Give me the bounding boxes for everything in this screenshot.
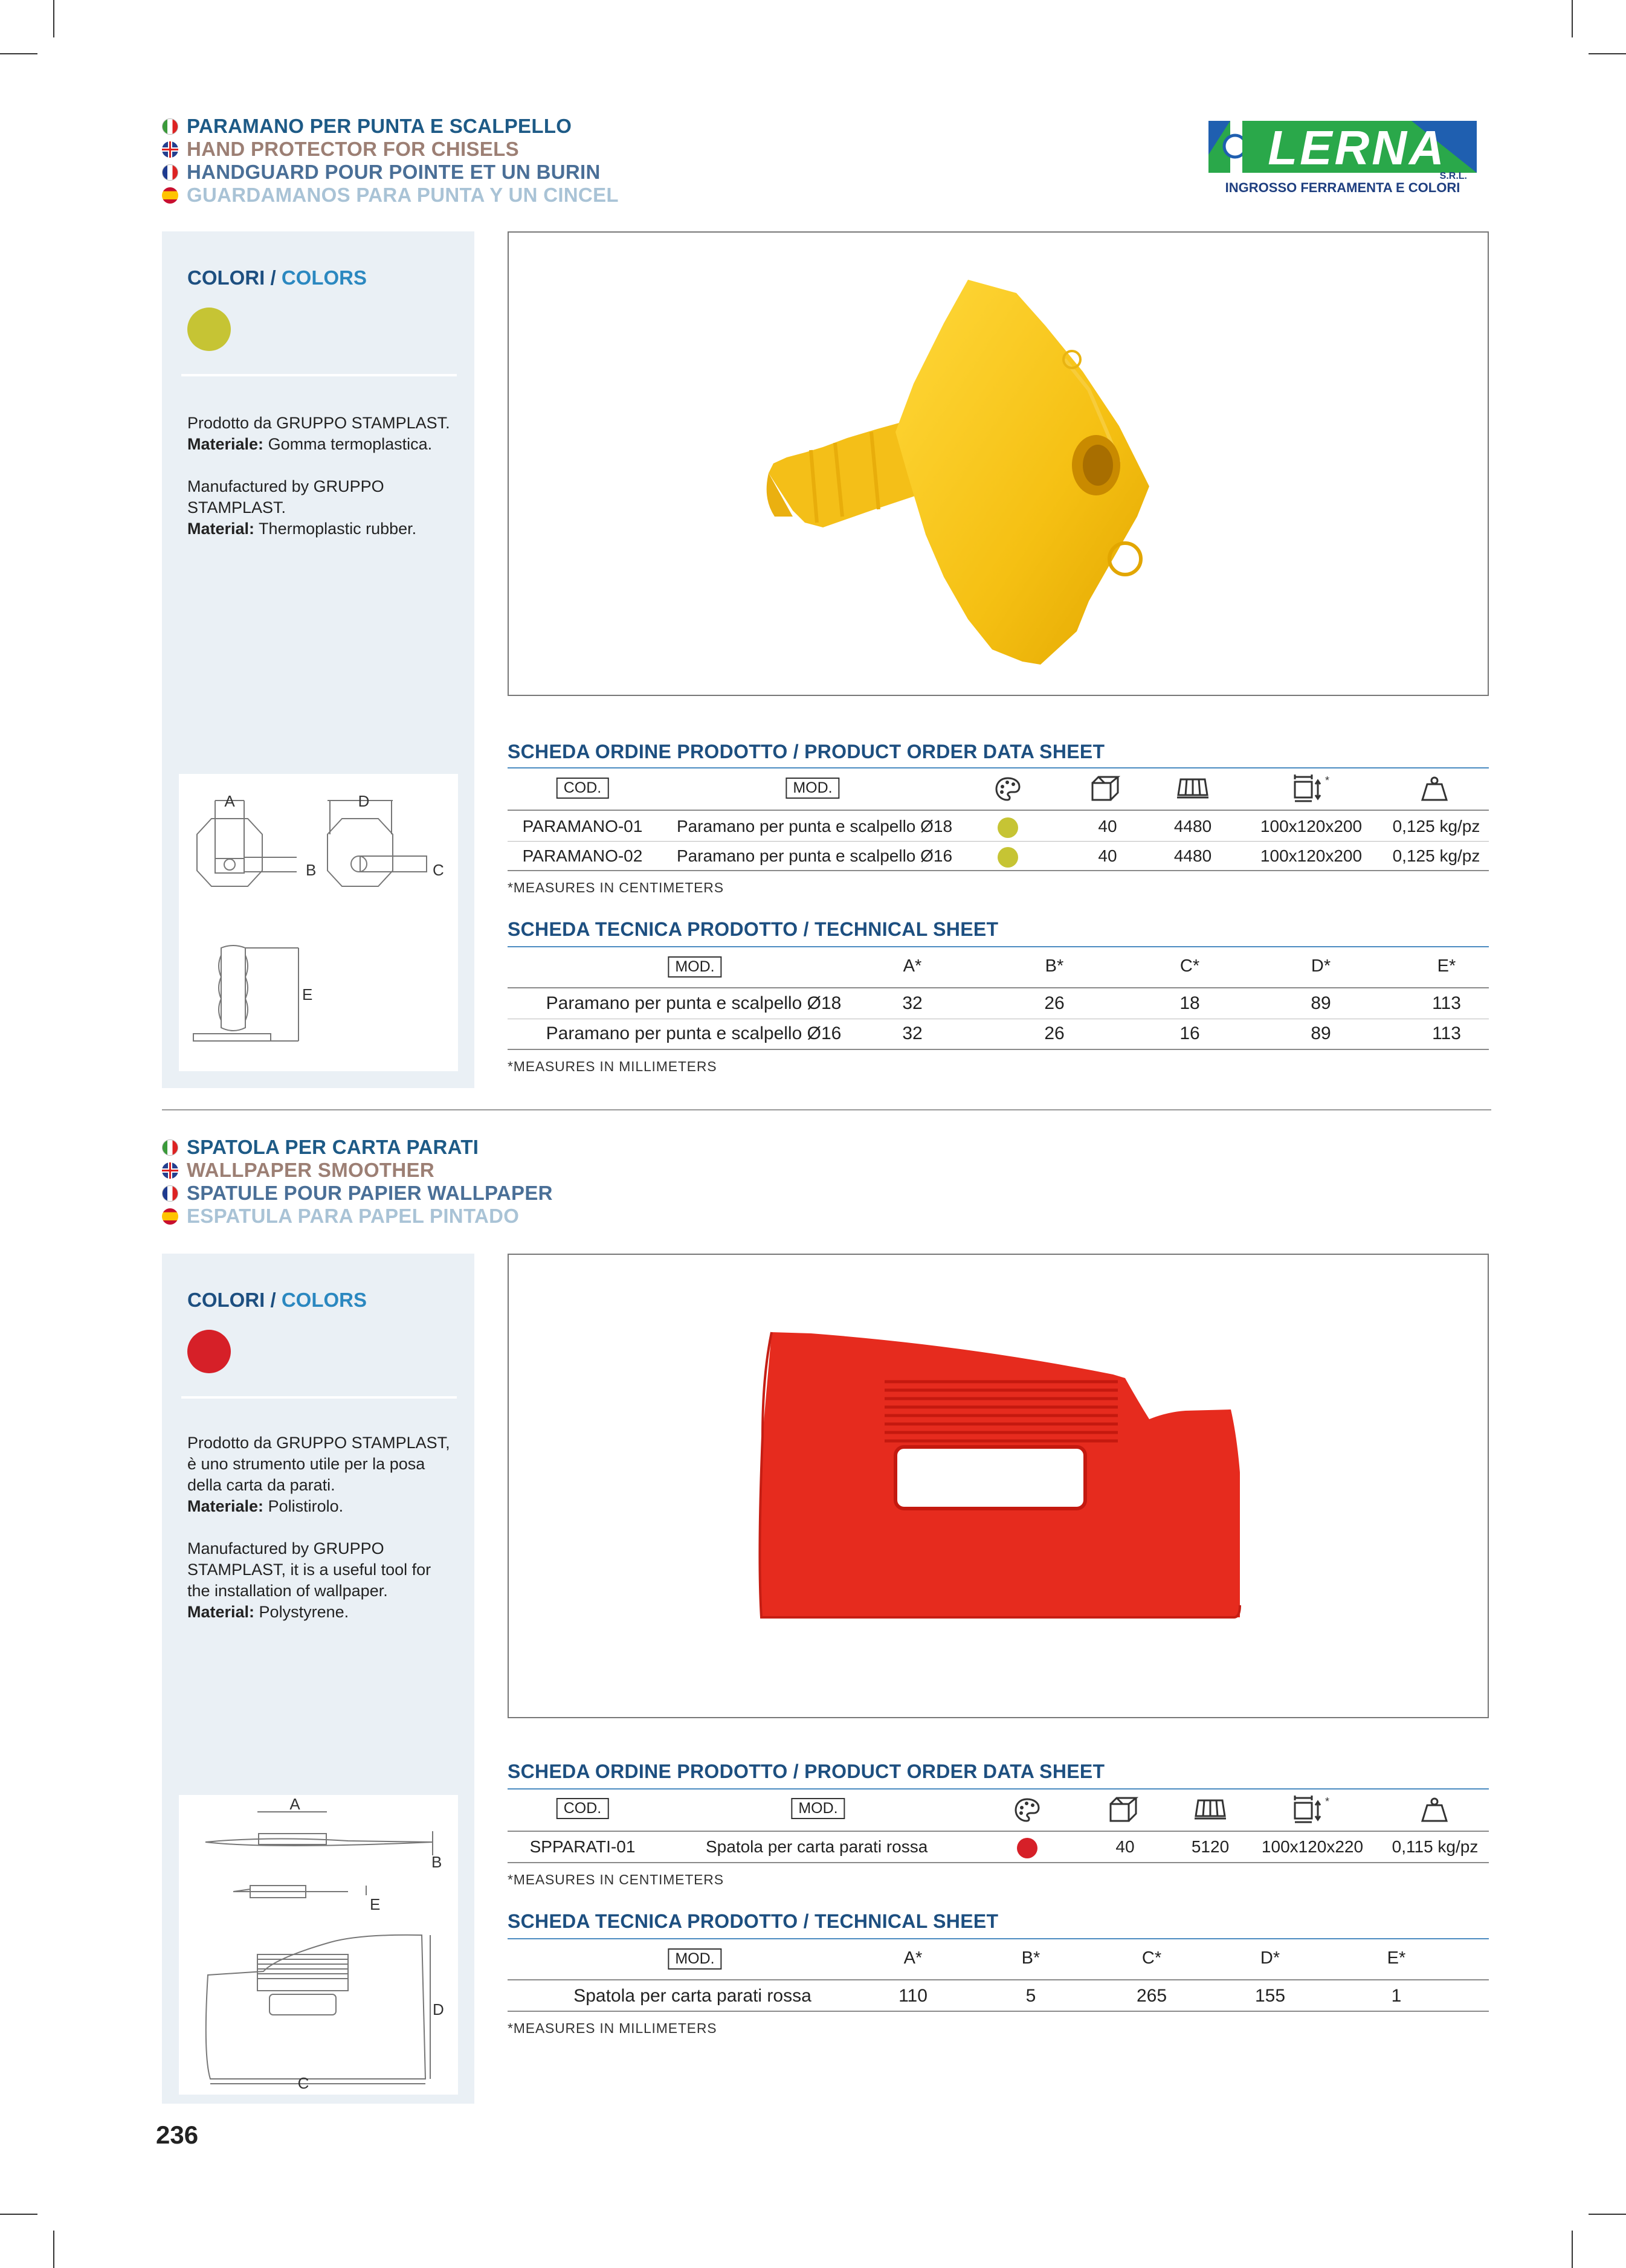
- product-2-titles: [162, 1136, 553, 1228]
- box-icon: [1090, 775, 1121, 805]
- color-dot-red: [1017, 1838, 1037, 1858]
- page-number: 236: [156, 2121, 199, 2149]
- order-cell-cod: PARAMANO-02: [522, 846, 643, 865]
- row-rule: [508, 1862, 1489, 1863]
- svg-text:C: C: [433, 861, 444, 879]
- order-cell-mod: Spatola per carta parati rossa: [706, 1837, 928, 1856]
- svg-text:D: D: [358, 792, 370, 810]
- order-cell-q1: 40: [1098, 817, 1117, 836]
- colors-label: COLORI / COLORS: [187, 1289, 367, 1311]
- svg-text:LERNA: LERNA: [1268, 121, 1447, 175]
- product-photo: [508, 231, 1489, 696]
- tech-cell-e: 113: [1432, 1023, 1461, 1043]
- color-swatch-yellow: [187, 308, 231, 351]
- tech-header-c: C*: [1141, 1948, 1162, 1968]
- tech-cell-a: 32: [902, 1023, 923, 1043]
- crop-mark: [53, 2231, 54, 2268]
- order-cell-q1: 40: [1115, 1837, 1135, 1856]
- palette-icon: [994, 776, 1022, 805]
- tech-header-c: C*: [1179, 956, 1200, 976]
- order-cell-weight: 0,115 kg/pz: [1392, 1837, 1479, 1856]
- product-2-sidebar: [162, 1254, 474, 2104]
- title-french: HANDGUARD POUR POINTE ET UN BURIN: [162, 161, 619, 184]
- product-description: Prodotto da GRUPPO STAMPLAST, è uno strumento utile per la posa della carta da parati. Materiale: Polistirolo. Manufactured by GRUPPO STAMPLAST, it is a useful tool for the installation of wallpaper. Material: Polystyrene.: [187, 1434, 450, 1621]
- tech-cell-mod: Spatola per carta parati rossa: [573, 1986, 811, 2006]
- row-rule: [508, 841, 1489, 842]
- tech-header-a: A*: [903, 1948, 923, 1968]
- tech-cell-d: 89: [1311, 993, 1331, 1013]
- row-rule: [508, 1979, 1489, 1980]
- crop-mark: [53, 0, 54, 37]
- order-sheet-title: SCHEDA ORDINE PRODOTTO / PRODUCT ORDER DATA SHEET: [508, 741, 1105, 762]
- color-dot-yellow: [998, 817, 1018, 838]
- uk-flag-icon: [162, 1162, 178, 1179]
- tech-cell-e: 113: [1432, 993, 1461, 1013]
- svg-text:D: D: [433, 2000, 444, 2018]
- order-cell-cod: SPPARATI-01: [529, 1837, 636, 1856]
- svg-text:A: A: [289, 1795, 300, 1813]
- svg-text:*: *: [1325, 775, 1330, 787]
- order-cell-q2: 4480: [1173, 817, 1212, 836]
- tech-cell-e: 1: [1391, 1986, 1402, 2006]
- tech-cell-mod: Paramano per punta e scalpello Ø18: [546, 993, 842, 1013]
- company-logo: [1206, 118, 1479, 195]
- order-cell-cod: PARAMANO-01: [522, 817, 643, 836]
- tech-header-e: E*: [1437, 956, 1456, 976]
- tech-header-d: D*: [1311, 956, 1331, 976]
- tech-cell-a: 32: [902, 993, 923, 1013]
- order-cell-dims: 100x120x200: [1260, 846, 1363, 865]
- color-dot-yellow: [998, 847, 1018, 868]
- tech-cell-b: 26: [1044, 1023, 1065, 1043]
- order-cell-dims: 100x120x220: [1261, 1837, 1364, 1856]
- section-divider: [162, 1109, 1491, 1110]
- crop-mark: [0, 2214, 37, 2215]
- tech-cell-b: 26: [1044, 993, 1065, 1013]
- svg-text:S.R.L.: S.R.L.: [1439, 171, 1467, 181]
- france-flag-icon: [162, 164, 178, 181]
- svg-text:E: E: [302, 985, 313, 1004]
- col-header-mod: MOD.: [791, 1798, 845, 1819]
- svg-text:A: A: [224, 792, 235, 810]
- colors-label: COLORI / COLORS: [187, 266, 367, 289]
- title-english: WALLPAPER SMOOTHER: [162, 1159, 553, 1182]
- tech-header-mod: MOD.: [668, 956, 721, 978]
- svg-text:*: *: [1325, 1796, 1330, 1808]
- header-rule: [508, 1938, 1489, 1939]
- tech-header-mod: MOD.: [668, 1948, 721, 1970]
- crop-mark: [1589, 53, 1626, 54]
- title-italian: SPATOLA PER CARTA PARATI: [162, 1136, 553, 1159]
- france-flag-icon: [162, 1185, 178, 1202]
- crop-mark: [1572, 0, 1573, 37]
- row-rule: [508, 870, 1489, 871]
- header-rule: [508, 1788, 1489, 1790]
- col-header-cod: COD.: [557, 1798, 609, 1819]
- tech-note: *MEASURES IN MILLIMETERS: [508, 2020, 717, 2036]
- tech-cell-d: 89: [1311, 1023, 1331, 1043]
- svg-text:B: B: [431, 1853, 442, 1871]
- tech-cell-c: 16: [1179, 1023, 1200, 1043]
- tech-sheet-title: SCHEDA TECNICA PRODOTTO / TECHNICAL SHEET: [508, 1910, 999, 1932]
- row-rule: [508, 1049, 1489, 1050]
- title-english: HAND PROTECTOR FOR CHISELS: [162, 138, 619, 161]
- dimensions-icon: [1291, 773, 1329, 807]
- product-1-titles: [162, 115, 619, 207]
- order-cell-mod: Paramano per punta e scalpello Ø16: [677, 846, 953, 865]
- product-description: Prodotto da GRUPPO STAMPLAST. Materiale: Gomma termoplastica. Manufactured by GRUPPO STAMPLAST. Material: Thermoplastic rubber.: [187, 414, 450, 538]
- order-note: *MEASURES IN CENTIMETERS: [508, 1872, 724, 1887]
- pallet-icon: [1176, 776, 1210, 803]
- col-header-mod: MOD.: [786, 778, 839, 799]
- uk-flag-icon: [162, 141, 178, 158]
- order-note: *MEASURES IN CENTIMETERS: [508, 880, 724, 895]
- row-rule: [508, 2011, 1489, 2012]
- tech-cell-d: 155: [1254, 1986, 1286, 2006]
- order-cell-q2: 4480: [1173, 846, 1212, 865]
- pallet-icon: [1193, 1797, 1227, 1824]
- order-sheet-title: SCHEDA ORDINE PRODOTTO / PRODUCT ORDER DATA SHEET: [508, 1761, 1105, 1782]
- row-rule: [508, 1831, 1489, 1832]
- svg-text:B: B: [306, 861, 317, 879]
- tech-header-d: D*: [1260, 1948, 1280, 1968]
- header-rule: [508, 767, 1489, 768]
- tech-header-b: B*: [1021, 1948, 1040, 1968]
- tech-note: *MEASURES IN MILLIMETERS: [508, 1058, 717, 1074]
- tech-header-a: A*: [903, 956, 922, 976]
- order-cell-q2: 5120: [1191, 1837, 1230, 1856]
- tech-cell-b: 5: [1025, 1986, 1036, 2006]
- spain-flag-icon: [162, 1208, 178, 1225]
- weight-icon: [1420, 1797, 1449, 1826]
- crop-mark: [0, 53, 37, 54]
- svg-text:INGROSSO FERRAMENTA E COLORI: INGROSSO FERRAMENTA E COLORI: [1225, 180, 1460, 195]
- tech-sheet-title: SCHEDA TECNICA PRODOTTO / TECHNICAL SHEET: [508, 918, 999, 940]
- row-rule: [508, 987, 1489, 988]
- title-french: SPATULE POUR PAPIER WALLPAPER: [162, 1182, 553, 1205]
- technical-drawing: [179, 1795, 458, 2095]
- col-header-cod: COD.: [557, 778, 609, 799]
- color-swatch-red: [187, 1330, 231, 1373]
- tech-cell-mod: Paramano per punta e scalpello Ø16: [546, 1023, 842, 1043]
- palette-icon: [1013, 1797, 1041, 1826]
- order-cell-weight: 0,125 kg/pz: [1392, 846, 1480, 865]
- tech-header-b: B*: [1045, 956, 1064, 976]
- box-icon: [1108, 1796, 1140, 1826]
- crop-mark: [1572, 2231, 1573, 2268]
- italy-flag-icon: [162, 118, 178, 135]
- order-cell-dims: 100x120x200: [1260, 817, 1363, 836]
- order-cell-q1: 40: [1098, 846, 1117, 865]
- spain-flag-icon: [162, 187, 178, 204]
- header-rule: [508, 946, 1489, 947]
- crop-mark: [1589, 2214, 1626, 2215]
- product-photo: [508, 1254, 1489, 1718]
- title-italian: PARAMANO PER PUNTA E SCALPELLO: [162, 115, 619, 138]
- tech-cell-c: 18: [1179, 993, 1200, 1013]
- row-rule: [508, 810, 1489, 811]
- order-cell-weight: 0,125 kg/pz: [1392, 817, 1480, 836]
- technical-drawing: [179, 774, 458, 1071]
- weight-icon: [1420, 776, 1449, 805]
- svg-text:C: C: [297, 2074, 309, 2092]
- dimensions-icon: [1291, 1794, 1329, 1828]
- tech-header-e: E*: [1387, 1948, 1406, 1968]
- divider: [181, 1396, 457, 1399]
- product-1-sidebar: [162, 231, 474, 1088]
- divider: [181, 374, 457, 376]
- title-spanish: GUARDAMANOS PARA PUNTA Y UN CINCEL: [162, 184, 619, 207]
- svg-text:E: E: [370, 1895, 381, 1913]
- title-spanish: ESPATULA PARA PAPEL PINTADO: [162, 1205, 553, 1228]
- tech-cell-c: 265: [1136, 1986, 1167, 2006]
- tech-cell-a: 110: [898, 1986, 928, 2006]
- italy-flag-icon: [162, 1139, 178, 1156]
- order-cell-mod: Paramano per punta e scalpello Ø18: [677, 817, 953, 836]
